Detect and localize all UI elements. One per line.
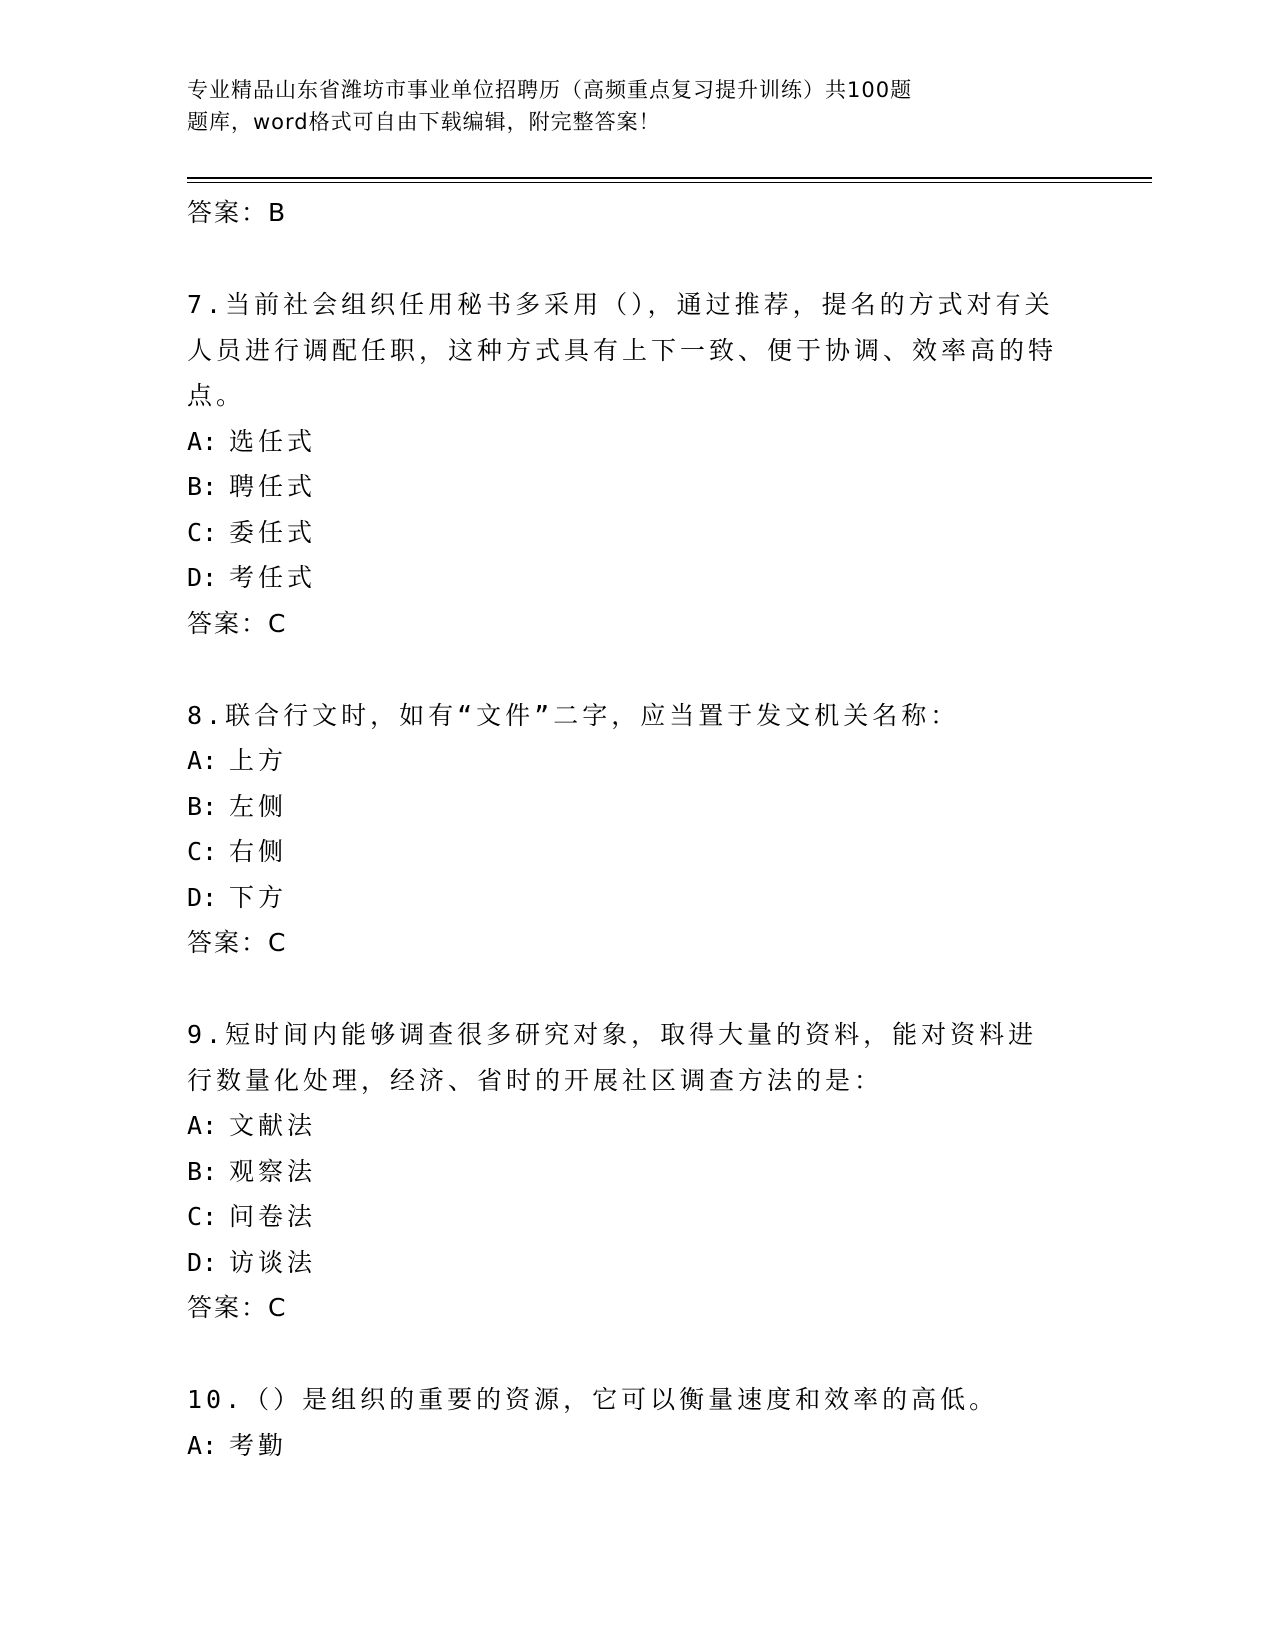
question-9 <box>187 1012 1067 1331</box>
question-text: 10.（）是组织的重要的资源，它可以衡量速度和效率的高低。 <box>187 1385 999 1414</box>
option-d <box>187 555 1067 601</box>
option-list <box>187 738 1067 920</box>
option-c <box>187 1194 1067 1240</box>
option-text: 右侧 <box>229 837 288 866</box>
option-letter: A: <box>187 746 218 775</box>
option-letter: D: <box>187 882 218 912</box>
option-letter: B: <box>187 472 218 501</box>
option-letter: A: <box>187 1111 218 1140</box>
option-list <box>187 419 1067 601</box>
option-text: 上方 <box>229 746 288 775</box>
header-title-line-2: 题库，word格式可自由下载编辑，附完整答案！ <box>187 110 661 134</box>
question-text: 8.联合行文时，如有“文件”二字，应当置于发文机关名称： <box>187 700 960 730</box>
option-text: 问卷法 <box>229 1202 317 1231</box>
option-c <box>187 510 1067 556</box>
question-text: 7.当前社会组织任用秘书多采用（），通过推荐，提名的方式对有关人员进行调配任职，这种方式具有上下一致、便于协调、效率高的特点。 <box>187 290 1058 410</box>
option-a <box>187 419 1067 465</box>
answer-q8: 答案：C <box>187 928 288 957</box>
question-7 <box>187 282 1067 647</box>
option-letter: D: <box>187 563 218 592</box>
option-letter: C: <box>187 837 218 866</box>
option-b <box>187 1149 1067 1195</box>
header-divider-thin <box>187 182 1152 183</box>
option-a <box>187 738 1067 784</box>
option-letter: A: <box>187 1430 218 1460</box>
question-text: 9.短时间内能够调查很多研究对象，取得大量的资料，能对资料进行数量化处理，经济、省时的开展社区调查方法的是： <box>187 1020 1038 1095</box>
option-text: 访谈法 <box>229 1247 317 1277</box>
header-title-line-1: 专业精品山东省潍坊市事业单位招聘历（高频重点复习提升训练）共100题 <box>187 78 913 102</box>
answer-q6: 答案：B <box>187 198 288 227</box>
option-letter: C: <box>187 517 218 547</box>
option-text: 考勤 <box>229 1430 288 1460</box>
option-text: 聘任式 <box>229 472 317 501</box>
option-a <box>187 1103 1067 1149</box>
answer-q7: 答案：C <box>187 608 288 638</box>
question-list <box>187 190 1067 1468</box>
option-letter: D: <box>187 1247 218 1277</box>
option-list <box>187 1103 1067 1285</box>
option-a <box>187 1423 1067 1469</box>
option-d <box>187 1240 1067 1286</box>
option-text: 下方 <box>229 882 288 912</box>
option-b <box>187 464 1067 510</box>
option-text: 文献法 <box>229 1111 317 1140</box>
option-letter: B: <box>187 1156 218 1186</box>
option-list <box>187 1423 1067 1469</box>
option-letter: B: <box>187 791 218 821</box>
option-letter: A: <box>187 426 218 456</box>
option-text: 委任式 <box>229 517 317 547</box>
option-b <box>187 784 1067 830</box>
header-divider-thick <box>187 177 1152 179</box>
answer-q9: 答案：C <box>187 1293 288 1322</box>
document-header <box>187 74 1047 138</box>
option-text: 观察法 <box>229 1156 317 1186</box>
question-10 <box>187 1377 1067 1468</box>
option-c <box>187 829 1067 875</box>
question-8 <box>187 693 1067 967</box>
option-text: 左侧 <box>229 791 288 821</box>
option-text: 选任式 <box>229 426 317 456</box>
option-d <box>187 875 1067 921</box>
option-text: 考任式 <box>229 563 317 592</box>
option-letter: C: <box>187 1202 218 1231</box>
